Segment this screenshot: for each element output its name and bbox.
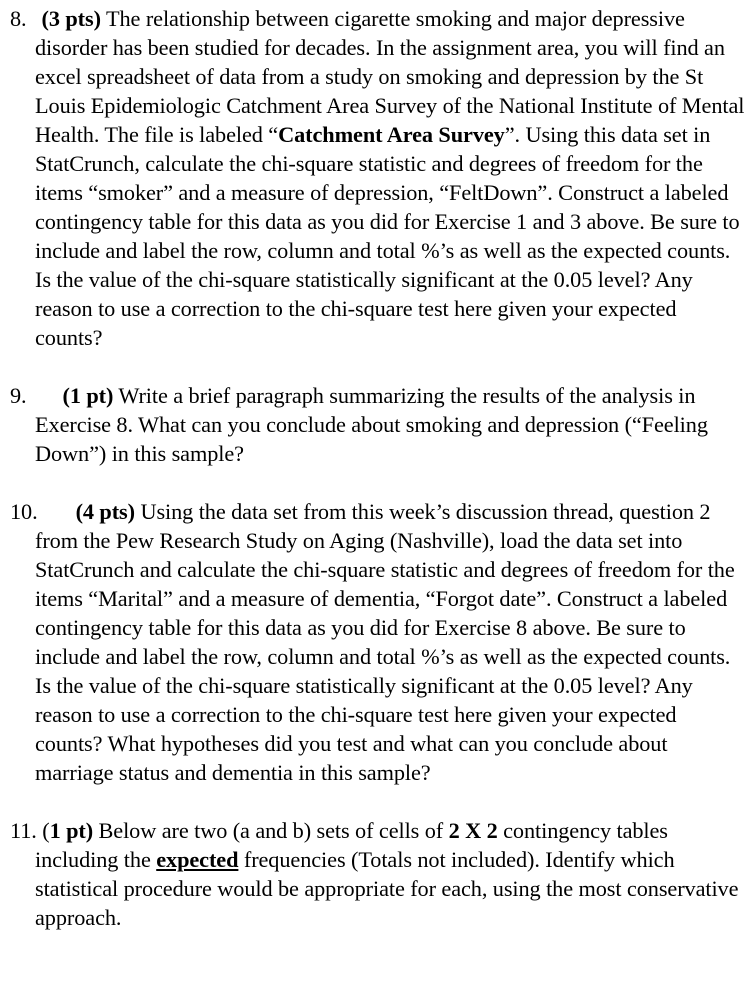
question-11-table-size: 2 X 2 xyxy=(448,818,498,843)
question-8-file-name: Catchment Area Survey xyxy=(278,122,505,147)
question-11-points: 1 pt) xyxy=(49,818,94,843)
question-11 xyxy=(10,816,748,932)
question-10-text: Using the data set from this week’s discussion thread, question 2 from the Pew Research Study on Aging (Nashville), load the data set into StatCrunch and calculate the chi-square statistic and degrees of freedom for the items “Marital” and a measure of dementia, “Forgot date”. Construct a labeled contingency table for this data as you did for Exercise 8 above. Be sure to include and label the row, column and total %’s as well as the expected counts. Is the value of the chi-square statistically significant at the 0.05 level? Any reason to use a correction to the chi-square test here given your expected counts? What hypotheses did you test and what can you conclude about marriage status and dementia in this sample? xyxy=(35,499,735,785)
question-8 xyxy=(10,4,748,352)
question-8-number: 8. xyxy=(10,6,27,31)
question-11-open: ( xyxy=(36,818,50,843)
question-11-number: 11. xyxy=(10,818,37,843)
question-11-text-c: frequencies (Totals not included). Identify which statistical procedure would be appropriate for each, using the most conservative approach. xyxy=(35,847,739,930)
question-8-text-a: The relationship between cigarette smoking and major depressive disorder has been studied for decades. In the assignment area, you will find an excel spreadsheet of data from a study on smoking and depression by the St Louis Epidemiologic Catchment Area Survey of the National Institute of Mental Health. The file is labeled “ xyxy=(35,6,745,147)
question-11-text-a: Below are two (a and b) sets of cells of xyxy=(93,818,449,843)
question-8-points: (3 pts) xyxy=(41,6,101,31)
question-9-number: 9. xyxy=(10,383,27,408)
question-10-number: 10. xyxy=(10,499,38,524)
question-11-emphasis: expected xyxy=(156,847,239,872)
question-10-points: (4 pts) xyxy=(75,499,135,524)
question-9 xyxy=(10,381,748,468)
question-9-text: Write a brief paragraph summarizing the results of the analysis in Exercise 8. What can you conclude about smoking and depression (“Feeling Down”) in this sample? xyxy=(35,383,708,466)
question-9-points: (1 pt) xyxy=(62,383,114,408)
question-8-text-b: ”. Using this data set in StatCrunch, calculate the chi-square statistic and degrees of freedom for the items “smoker” and a measure of depression, “FeltDown”. Construct a labeled contingency table for this data as you did for Exercise 1 and 3 above. Be sure to include and label the row, column and total %’s as well as the expected counts. Is the value of the chi-square statistically significant at the 0.05 level? Any reason to use a correction to the chi-square test here given your expected counts? xyxy=(35,122,740,350)
question-11-text-b: contingency tables including the xyxy=(35,818,668,872)
question-10 xyxy=(10,497,748,787)
